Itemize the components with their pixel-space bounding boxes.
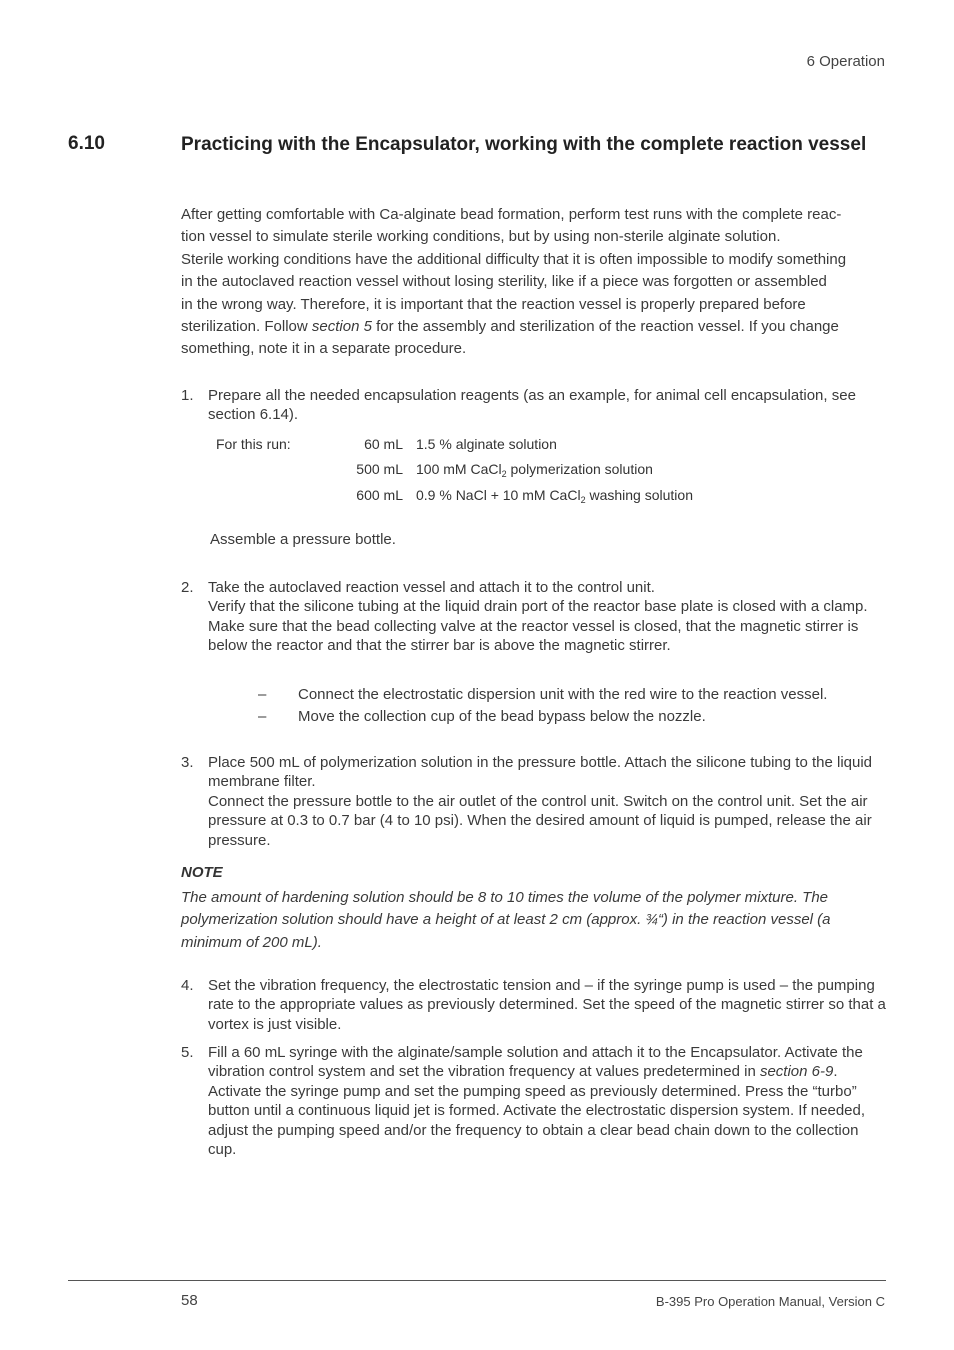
reagent-text: washing solution [585, 487, 693, 503]
step-text-part: Fill a 60 mL syringe with the alginate/sample solution and attach it to the Encapsulator. Activate the vibration control system and set the vibration frequency at values predetermined in [208, 1044, 863, 1081]
bullet-item [258, 685, 878, 705]
step-number: 1. [181, 387, 194, 404]
dash-marker: – [258, 708, 267, 725]
note-line: The amount of hardening solution should be 8 to 10 times the volume of the polymer mixture. The [181, 889, 829, 906]
step-text [208, 1043, 886, 1159]
reagent-text: 100 mM CaCl [416, 461, 502, 477]
intro-line [181, 316, 881, 338]
step-text-part: . Activate the syringe pump and set the pumping speed as previously determined. Press the “turbo” button until a continuous liquid jet is formed. Activate the electrostatic dispersion system. If needed, adjust the pumping speed and/or the frequency to obtain a clear bead chain down to the collection cup. [208, 1063, 866, 1159]
subscript: 2 [580, 495, 586, 505]
step-1 [181, 386, 886, 425]
step-3 [181, 753, 886, 850]
step-number: 4. [181, 977, 194, 994]
step-2 [181, 578, 886, 656]
section-title: Practicing with the Encapsulator, working with the complete reaction vessel [181, 134, 867, 155]
intro-paragraph [181, 204, 881, 361]
step-4 [181, 976, 886, 1034]
reagent-description: 1.5 % alginate solution [416, 436, 557, 452]
reagent-text: 0.9 % NaCl + 10 mM CaCl [416, 487, 581, 503]
footer-title: B-395 Pro Operation Manual, Version C [655, 1294, 885, 1309]
note-line: minimum of 200 mL). [181, 933, 322, 951]
reagent-text: polymerization solution [506, 461, 653, 477]
step-number: 2. [181, 579, 194, 596]
reagent-quantity: 60 mL [364, 436, 403, 452]
bullet-text: Move the collection cup of the bead bypass below the nozzle. [298, 708, 706, 725]
intro-line: Sterile working conditions have the additional difficulty that it is often impossible to modify something [181, 250, 847, 268]
step-text: Connect the pressure bottle to the air outlet of the control unit. Switch on the control unit. Set the air pressure at 0.3 to 0.7 bar (4 to 10 psi). When the desired amount of liquid is pumped, release the air pressure. [208, 792, 872, 849]
intro-text: for the assembly and sterilization of the reaction vessel. If you change [371, 318, 839, 336]
intro-line: tion vessel to simulate sterile working conditions, but by using non-sterile alginate solution. [181, 228, 781, 246]
note-line: polymerization solution should have a height of at least 2 cm (approx. ¾“) in the reaction vessel (a [181, 911, 831, 929]
reagent-list-label: For this run: [216, 436, 291, 452]
reagent-description [416, 461, 653, 477]
intro-text: sterilization. Follow [181, 318, 312, 336]
step-number: 3. [181, 754, 194, 771]
running-header: 6 Operation [806, 53, 885, 70]
step-text: Take the autoclaved reaction vessel and attach it to the control unit. [208, 579, 655, 596]
section-number: 6.10 [68, 133, 105, 154]
reagent-description [416, 487, 693, 503]
step-text: Verify that the silicone tubing at the liquid drain port of the reactor base plate is closed with a clamp. Make sure that the bead collecting valve at the reactor vessel is closed, that the magnetic stirrer is below the reactor and that the stirrer bar is above the magnetic stirrer. [208, 598, 868, 655]
intro-line: After getting comfortable with Ca-alginate bead formation, perform test runs with the complete reac- [181, 206, 842, 223]
step-1-followup: Assemble a pressure bottle. [210, 531, 396, 548]
intro-line: in the wrong way. Therefore, it is important that the reaction vessel is properly prepared before [181, 295, 806, 313]
reagent-quantity: 500 mL [356, 461, 403, 477]
step-text: Prepare all the needed encapsulation reagents (as an example, for animal cell encapsulation, see section 6.14). [208, 387, 856, 424]
dash-marker: – [258, 686, 267, 703]
bullet-item [258, 707, 878, 727]
intro-line: something, note it in a separate procedure. [181, 340, 467, 358]
footer-divider [68, 1280, 886, 1281]
note-body [181, 887, 881, 954]
step-number: 5. [181, 1044, 194, 1061]
subscript: 2 [501, 469, 507, 479]
section-reference: section 5 [311, 318, 372, 336]
note-heading: NOTE [181, 864, 223, 881]
step-text: Place 500 mL of polymerization solution in the pressure bottle. Attach the silicone tubing to the liquid membrane filter. [208, 754, 873, 791]
step-text: Set the vibration frequency, the electrostatic tension and – if the syringe pump is used – the pumping rate to the appropriate values as previously determined. Set the speed of the magnetic stirrer so that a vortex is just visible. [208, 977, 886, 1033]
intro-line: in the autoclaved reaction vessel without losing sterility, like if a piece was forgotten or assembled [181, 273, 827, 291]
bullet-text: Connect the electrostatic dispersion unit with the red wire to the reaction vessel. [298, 686, 828, 703]
page-number: 58 [181, 1292, 198, 1309]
step-5 [181, 1043, 886, 1159]
reagent-quantity: 600 mL [356, 487, 403, 503]
section-reference: section 6-9 [759, 1063, 834, 1081]
